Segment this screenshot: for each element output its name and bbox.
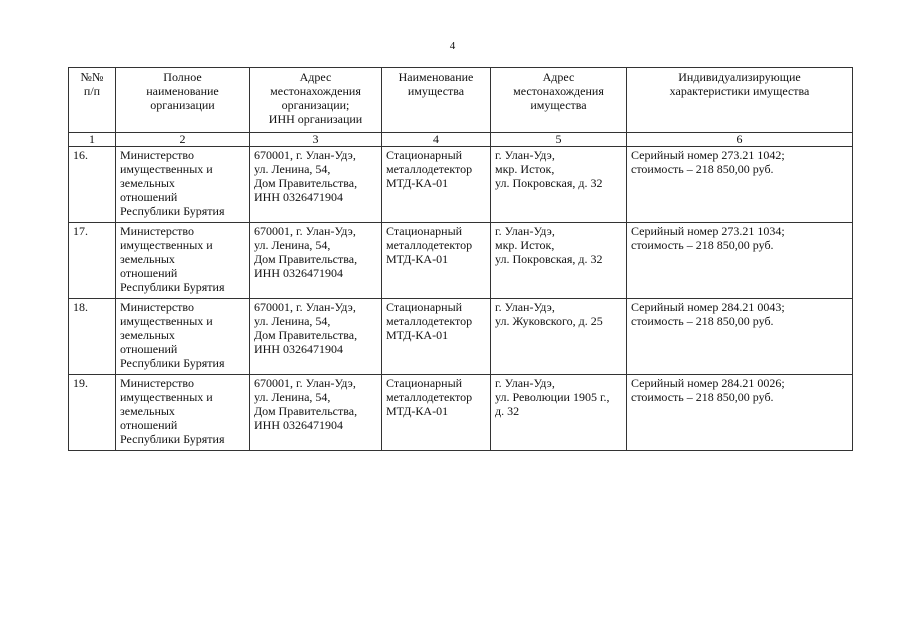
cell-line: ул. Революции 1905 г., [495, 390, 610, 404]
column-number: 2 [116, 133, 250, 147]
cell-line: д. 32 [495, 404, 520, 418]
org-address-cell [250, 375, 382, 451]
cell-line: Стационарный [386, 300, 463, 314]
cell-line: МТД-КА-01 [386, 176, 449, 190]
cell-line: ул. Ленина, 54, [254, 162, 331, 176]
cell-line: г. Улан-Удэ, [495, 148, 555, 162]
cell-line: ИНН организации [268, 112, 363, 126]
cell-line: МТД-КА-01 [386, 404, 449, 418]
cell-line: организации; [281, 98, 350, 112]
cell-line: местонахождения [513, 84, 604, 98]
org-name-cell [116, 223, 250, 299]
cell-line: ул. Покровская, д. 32 [495, 176, 603, 190]
table-row [69, 223, 853, 299]
cell-line: Республики Бурятия [120, 280, 225, 294]
column-number: 4 [382, 133, 491, 147]
cell-line: ИНН 0326471904 [254, 342, 343, 356]
cell-line: наименование [146, 84, 219, 98]
cell-line: Республики Бурятия [120, 432, 225, 446]
table-row [69, 147, 853, 223]
cell-line: отношений [120, 190, 178, 204]
property-name-cell [382, 147, 491, 223]
org-name-cell [116, 375, 250, 451]
page-number: 4 [449, 40, 456, 52]
characteristics-cell [627, 299, 853, 375]
property-name-cell [382, 223, 491, 299]
table-row [69, 375, 853, 451]
cell-line: металлодетектор [386, 162, 473, 176]
row-number: 16. [69, 147, 116, 223]
row-number: 17. [69, 223, 116, 299]
cell-line: г. Улан-Удэ, [495, 376, 555, 390]
property-address-cell [491, 375, 627, 451]
cell-line: имущества [407, 84, 465, 98]
property-address-cell [491, 223, 627, 299]
cell-line: Министерство [120, 376, 194, 390]
cell-line: металлодетектор [386, 238, 473, 252]
cell-line: имущественных и [120, 238, 213, 252]
cell-line: металлодетектор [386, 390, 473, 404]
property-address-cell [491, 299, 627, 375]
cell-line: стоимость – 218 850,00 руб. [631, 238, 774, 252]
column-number-row [69, 133, 853, 147]
cell-line: земельных [120, 404, 175, 418]
header-cell-property-name [382, 68, 491, 133]
cell-line: Дом Правительства, [254, 252, 358, 266]
characteristics-cell [627, 375, 853, 451]
cell-line: г. Улан-Удэ, [495, 224, 555, 238]
property-name-cell [382, 299, 491, 375]
header-cell-number [69, 68, 116, 133]
org-address-cell [250, 223, 382, 299]
property-name-cell [382, 375, 491, 451]
cell-line: Дом Правительства, [254, 176, 358, 190]
cell-line: ул. Ленина, 54, [254, 238, 331, 252]
header-cell-property-address [491, 68, 627, 133]
table-header-row [69, 68, 853, 133]
cell-line: ИНН 0326471904 [254, 418, 343, 432]
cell-line: отношений [120, 418, 178, 432]
cell-line: мкр. Исток, [495, 162, 555, 176]
cell-line: металлодетектор [386, 314, 473, 328]
cell-line: Наименование [398, 70, 474, 84]
cell-line: 670001, г. Улан-Удэ, [254, 376, 356, 390]
cell-line: ул. Ленина, 54, [254, 314, 331, 328]
cell-line: отношений [120, 266, 178, 280]
column-number: 1 [69, 133, 116, 147]
cell-line: Республики Бурятия [120, 356, 225, 370]
cell-line: п/п [83, 84, 101, 98]
cell-line: мкр. Исток, [495, 238, 555, 252]
table-row [69, 299, 853, 375]
cell-line: земельных [120, 252, 175, 266]
cell-line: имущественных и [120, 162, 213, 176]
cell-line: Министерство [120, 148, 194, 162]
cell-line: МТД-КА-01 [386, 252, 449, 266]
cell-line: №№ [80, 70, 104, 84]
org-name-cell [116, 299, 250, 375]
column-number: 6 [627, 133, 853, 147]
cell-line: отношений [120, 342, 178, 356]
header-cell-org-address [250, 68, 382, 133]
cell-line: имущества [530, 98, 587, 112]
cell-line: ул. Жуковского, д. 25 [495, 314, 603, 328]
cell-line: стоимость – 218 850,00 руб. [631, 314, 774, 328]
cell-line: стоимость – 218 850,00 руб. [631, 390, 774, 404]
cell-line: Министерство [120, 300, 194, 314]
cell-line: Адрес [299, 70, 332, 84]
cell-line: г. Улан-Удэ, [495, 300, 555, 314]
cell-line: Серийный номер 284.21 0026; [631, 376, 785, 390]
cell-line: организации [150, 98, 215, 112]
cell-line: характеристики имущества [669, 84, 810, 98]
org-address-cell [250, 299, 382, 375]
org-address-cell [250, 147, 382, 223]
cell-line: ИНН 0326471904 [254, 190, 343, 204]
cell-line: имущественных и [120, 390, 213, 404]
cell-line: МТД-КА-01 [386, 328, 449, 342]
cell-line: 670001, г. Улан-Удэ, [254, 224, 356, 238]
cell-line: Дом Правительства, [254, 328, 358, 342]
header-cell-characteristics [627, 68, 853, 133]
cell-line: ул. Ленина, 54, [254, 390, 331, 404]
cell-line: Серийный номер 273.21 1034; [631, 224, 785, 238]
cell-line: Серийный номер 284.21 0043; [631, 300, 785, 314]
row-number: 18. [69, 299, 116, 375]
cell-line: стоимость – 218 850,00 руб. [631, 162, 774, 176]
cell-line: Адрес [542, 70, 575, 84]
cell-line: Республики Бурятия [120, 204, 225, 218]
cell-line: Стационарный [386, 376, 463, 390]
cell-line: Стационарный [386, 148, 463, 162]
cell-line: земельных [120, 328, 175, 342]
cell-line: Индивидуализирующие [678, 70, 801, 84]
header-cell-org-name [116, 68, 250, 133]
cell-line: Полное [163, 70, 202, 84]
cell-line: Стационарный [386, 224, 463, 238]
cell-line: Министерство [120, 224, 194, 238]
property-table [68, 67, 853, 451]
cell-line: 670001, г. Улан-Удэ, [254, 148, 356, 162]
cell-line: местонахождения [270, 84, 361, 98]
row-number: 19. [69, 375, 116, 451]
org-name-cell [116, 147, 250, 223]
cell-line: земельных [120, 176, 175, 190]
cell-line: имущественных и [120, 314, 213, 328]
cell-line: 670001, г. Улан-Удэ, [254, 300, 356, 314]
cell-line: ул. Покровская, д. 32 [495, 252, 603, 266]
characteristics-cell [627, 223, 853, 299]
column-number: 3 [250, 133, 382, 147]
cell-line: Серийный номер 273.21 1042; [631, 148, 785, 162]
cell-line: ИНН 0326471904 [254, 266, 343, 280]
column-number: 5 [491, 133, 627, 147]
characteristics-cell [627, 147, 853, 223]
property-address-cell [491, 147, 627, 223]
cell-line: Дом Правительства, [254, 404, 358, 418]
